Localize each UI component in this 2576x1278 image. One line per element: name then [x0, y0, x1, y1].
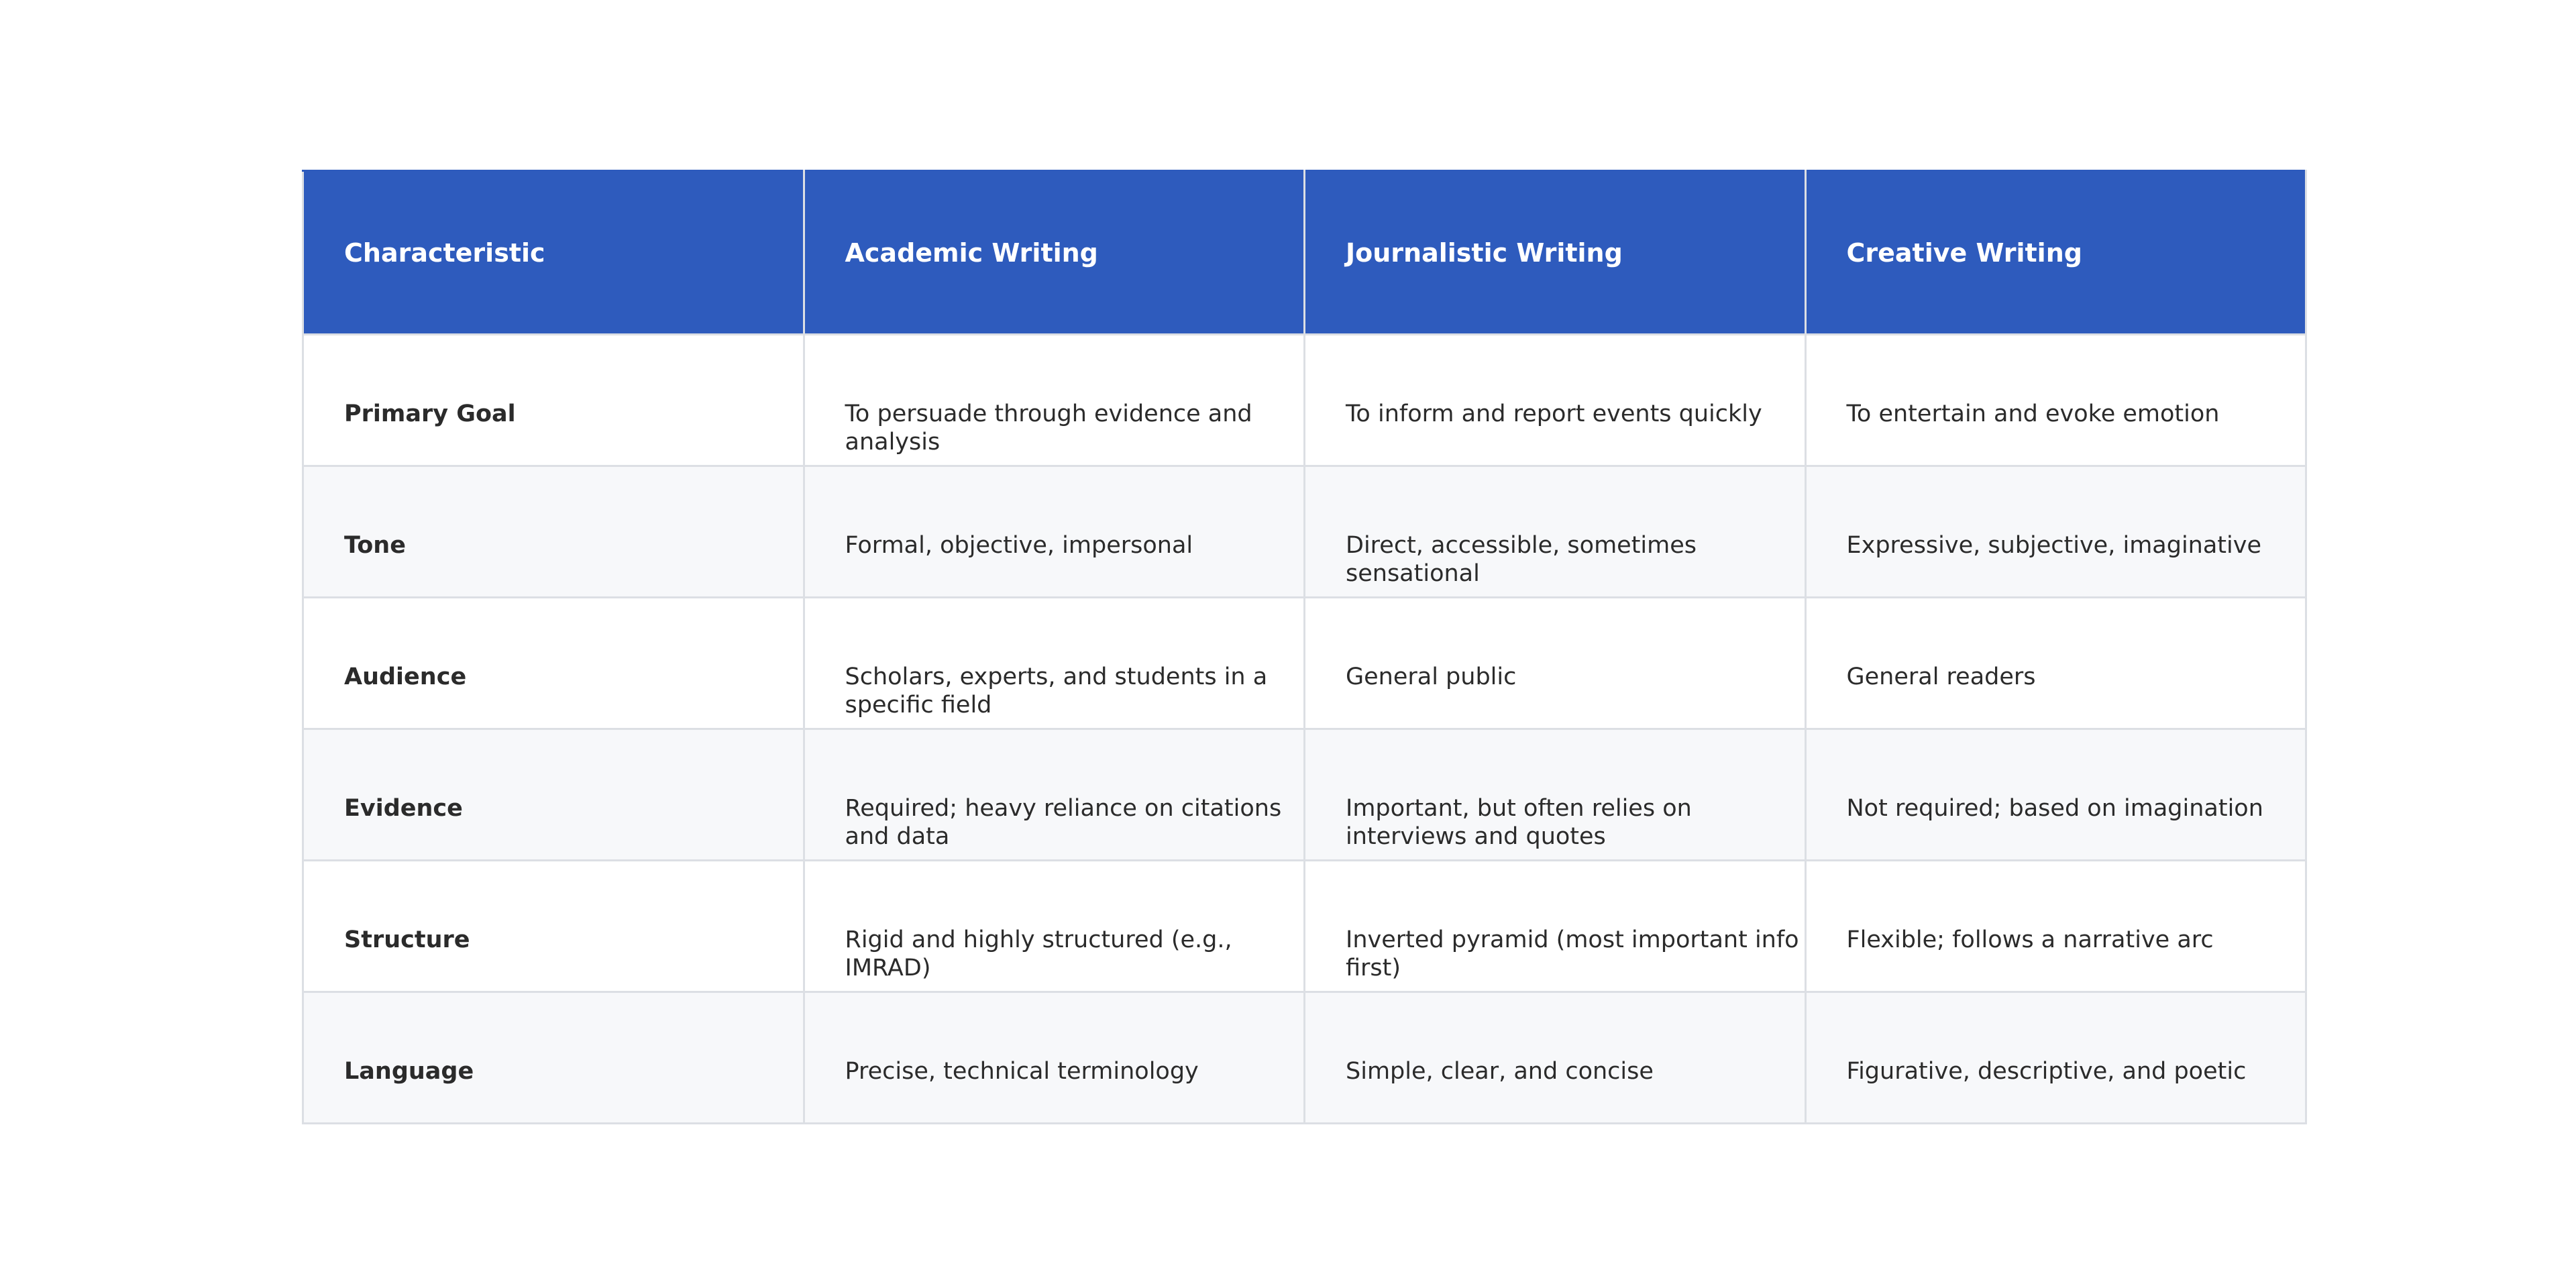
row-label-structure: Structure	[303, 861, 804, 992]
table-cell: Not required; based on imagination	[1805, 729, 2306, 861]
table-cell: Rigid and highly structured (e.g., IMRAD)	[804, 861, 1305, 992]
table-cell: Simple, clear, and concise	[1305, 992, 1806, 1124]
table-cell: To entertain and evoke emotion	[1805, 335, 2306, 466]
header-creative-writing: Creative Writing	[1805, 171, 2306, 335]
writing-styles-comparison-table	[302, 170, 2307, 1124]
row-label-primary-goal: Primary Goal	[303, 335, 804, 466]
row-label-evidence: Evidence	[303, 729, 804, 861]
table-cell: Formal, objective, impersonal	[804, 466, 1305, 598]
table-cell: Precise, technical terminology	[804, 992, 1305, 1124]
table-cell: Important, but often relies on interviews and quotes	[1305, 729, 1806, 861]
table-cell: Required; heavy reliance on citations and data	[804, 729, 1305, 861]
comparison-table-container	[302, 170, 2305, 1124]
table-cell: To persuade through evidence and analysis	[804, 335, 1305, 466]
header-journalistic-writing: Journalistic Writing	[1305, 171, 1806, 335]
row-label-tone: Tone	[303, 466, 804, 598]
table-cell: Flexible; follows a narrative arc	[1805, 861, 2306, 992]
header-row	[303, 171, 2306, 335]
table-body	[303, 335, 2306, 1124]
table-row	[303, 861, 2306, 992]
row-label-language: Language	[303, 992, 804, 1124]
table-cell: General public	[1305, 598, 1806, 729]
table-cell: Expressive, subjective, imaginative	[1805, 466, 2306, 598]
table-cell: Direct, accessible, sometimes sensational	[1305, 466, 1806, 598]
table-header	[303, 171, 2306, 335]
table-cell: Inverted pyramid (most important info first)	[1305, 861, 1806, 992]
table-row	[303, 729, 2306, 861]
table-cell: Scholars, experts, and students in a specific field	[804, 598, 1305, 729]
table-cell: General readers	[1805, 598, 2306, 729]
table-cell: To inform and report events quickly	[1305, 335, 1806, 466]
table-cell: Figurative, descriptive, and poetic	[1805, 992, 2306, 1124]
header-academic-writing: Academic Writing	[804, 171, 1305, 335]
table-row	[303, 466, 2306, 598]
table-row	[303, 335, 2306, 466]
row-label-audience: Audience	[303, 598, 804, 729]
table-row	[303, 992, 2306, 1124]
table-row	[303, 598, 2306, 729]
header-characteristic: Characteristic	[303, 171, 804, 335]
